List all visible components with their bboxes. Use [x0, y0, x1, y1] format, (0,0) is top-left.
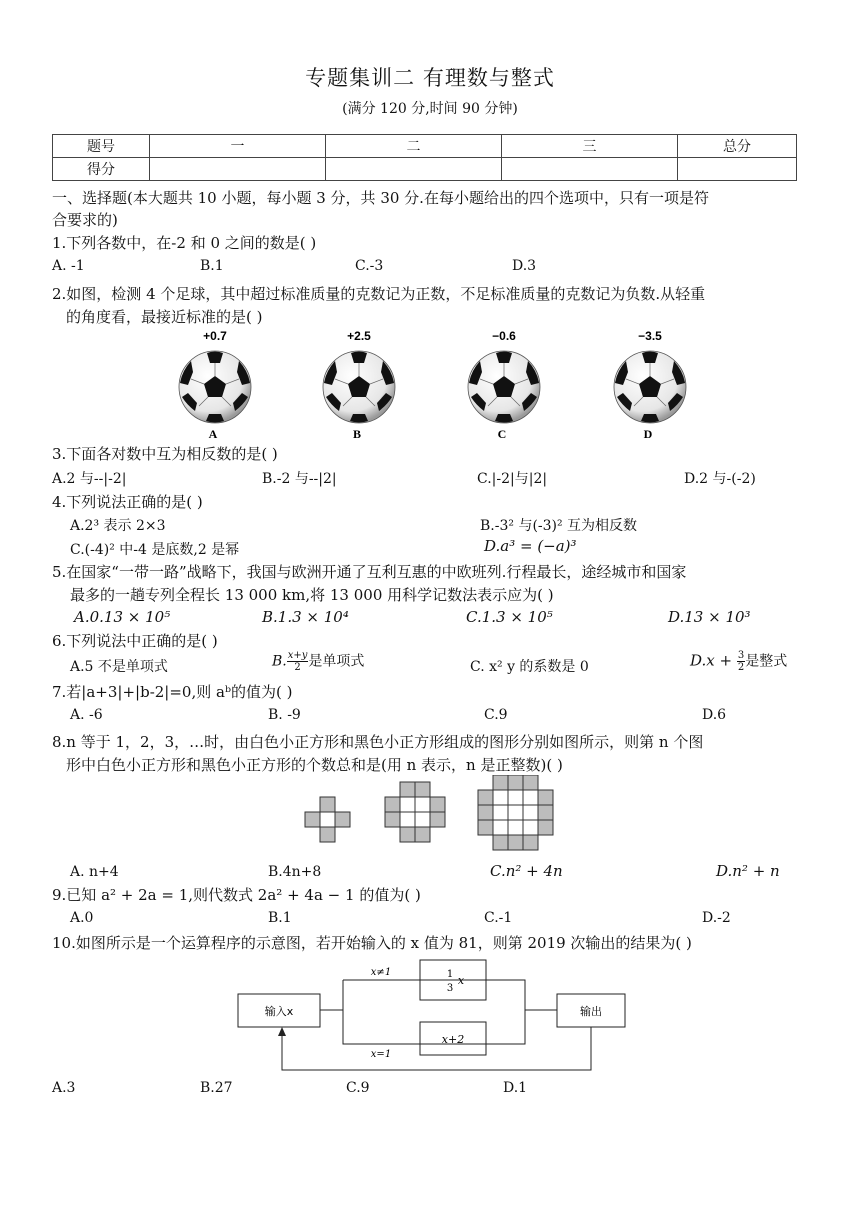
gray-square [538, 820, 553, 835]
q4-option-a: A.2³ 表示 2×3 [70, 518, 166, 534]
question-5-stem-cont: 最多的一趟专列全程长 13 000 km,将 13 000 用科学记数法表示应为( ) [70, 586, 554, 604]
q6-d-prefix: D.x + [690, 651, 737, 670]
q10-option-b: B.27 [200, 1080, 233, 1096]
section-heading-cont: 合要求的) [52, 211, 118, 229]
question-9-stem: 9.已知 a² + 2a = 1,则代数式 2a² + 4a − 1 的值为( ) [52, 886, 421, 904]
score-table [52, 134, 797, 181]
q9-option-d: D.-2 [702, 910, 731, 926]
q6-option-c: C. x² y 的系数是 0 [470, 659, 589, 675]
question-7-stem: 7.若|a+3|+|b-2|=0,则 aᵇ的值为( ) [52, 683, 293, 701]
q6-option-d [690, 650, 787, 673]
q9-option-b: B.1 [268, 910, 292, 926]
q6-option-b [272, 650, 364, 673]
q6-b-suffix: 是单项式 [308, 653, 365, 670]
square-patterns [305, 775, 553, 850]
q4-option-d: D.a³ = (−a)³ [484, 537, 577, 555]
q5-option-b: B.1.3 × 10⁴ [262, 608, 349, 626]
q7-option-d: D.6 [702, 707, 727, 723]
question-5-stem: 5.在国家“一带一路”战略下，我国与欧洲开通了互利互惠的中欧班列.行程最长，途经城市和国家 [52, 563, 687, 581]
q9-option-c: C.-1 [484, 910, 513, 926]
gray-square [523, 835, 538, 850]
question-10-stem: 10.如图所示是一个运算程序的示意图，若开始输入的 x 值为 81，则第 2019 次输出的结果为( ) [52, 934, 692, 952]
q1-option-d: D.3 [512, 258, 537, 274]
gray-square [538, 805, 553, 820]
score-table-score-row [53, 158, 797, 181]
q1-option-a: A. -1 [52, 258, 85, 274]
gray-square [493, 835, 508, 850]
white-square [523, 790, 538, 805]
question-2-stem-cont: 的角度看，最接近标准的是( ) [66, 308, 263, 326]
ball-a-value: +0.7 [203, 329, 227, 343]
gray-square [508, 835, 523, 850]
question-6-stem: 6.下列说法中正确的是( ) [52, 632, 218, 650]
q1-option-b: B.1 [200, 258, 224, 274]
flow-top-var: x [457, 974, 465, 987]
gray-square [415, 782, 430, 797]
table-cell[interactable] [502, 158, 678, 181]
gray-square [478, 805, 493, 820]
q6-b-prefix: B. [272, 653, 287, 670]
flow-bottom-expr: x+2 [441, 1033, 465, 1046]
soccer-ball-icon [179, 351, 251, 423]
white-square [508, 790, 523, 805]
q5-option-a: A.0.13 × 10⁵ [74, 608, 171, 626]
q6-option-a: A.5 不是单项式 [70, 659, 168, 675]
table-cell: 题号 [53, 135, 150, 158]
q6-d-den: 2 [737, 662, 745, 673]
q3-option-b: B.-2 与--|2| [262, 471, 337, 487]
soccer-balls-figure [150, 325, 710, 445]
q6-b-fraction [287, 650, 309, 673]
square-patterns-figure [300, 775, 570, 865]
q10-option-d: D.1 [503, 1080, 528, 1096]
q1-option-c: C.-3 [355, 258, 384, 274]
white-square [493, 820, 508, 835]
question-4-stem: 4.下列说法正确的是( ) [52, 493, 203, 511]
gray-square [335, 812, 350, 827]
white-square [415, 797, 430, 812]
q3-option-d: D.2 与-(-2) [684, 471, 756, 487]
table-cell[interactable] [678, 158, 797, 181]
question-1-stem: 1.下列各数中，在-2 和 0 之间的数是( ) [52, 234, 317, 252]
q4-option-c: C.(-4)² 中-4 是底数,2 是幂 [70, 542, 240, 558]
q5-option-d: D.13 × 10³ [668, 608, 751, 626]
q7-option-b: B. -9 [268, 707, 301, 723]
question-8-stem-cont: 形中白色小正方形和黑色小正方形的个数总和是(用 n 表示，n 是正整数)( ) [66, 756, 563, 774]
white-square [400, 812, 415, 827]
table-cell: 二 [326, 135, 502, 158]
soccer-ball-icon [614, 351, 686, 423]
ball-c-value: −0.6 [492, 329, 516, 343]
table-cell: 得分 [53, 158, 150, 181]
q7-option-c: C.9 [484, 707, 508, 723]
ball-d-label: D [643, 427, 653, 441]
gray-square [478, 790, 493, 805]
q10-option-c: C.9 [346, 1080, 370, 1096]
flow-top-num: 1 [446, 969, 454, 980]
flow-output-label: 输出 [580, 1005, 602, 1018]
question-8-stem: 8.n 等于 1，2，3，…时，由白色小正方形和黑色小正方形组成的图形分别如图所示，则第 n 个图 [52, 733, 704, 751]
gray-square [523, 775, 538, 790]
q10-option-a: A.3 [52, 1080, 76, 1096]
table-cell: 总分 [678, 135, 797, 158]
table-cell[interactable] [326, 158, 502, 181]
gray-square [415, 827, 430, 842]
q5-option-c: C.1.3 × 10⁵ [466, 608, 553, 626]
q3-option-a: A.2 与--|-2| [52, 471, 127, 487]
white-square [400, 797, 415, 812]
white-square [493, 790, 508, 805]
gray-square [400, 782, 415, 797]
gray-square [478, 820, 493, 835]
table-cell[interactable] [150, 158, 326, 181]
white-square [415, 812, 430, 827]
gray-square [493, 775, 508, 790]
ball-d-value: −3.5 [638, 329, 662, 343]
question-2-stem: 2.如图，检测 4 个足球，其中超过标准质量的克数记为正数，不足标准质量的克数记为负数.从轻重 [52, 285, 706, 303]
q8-option-b: B.4n+8 [268, 864, 322, 880]
soccer-ball-icon [323, 351, 395, 423]
gray-square [385, 812, 400, 827]
gray-square [320, 827, 335, 842]
soccer-ball-icon [468, 351, 540, 423]
q3-option-c: C.|-2|与|2| [477, 471, 548, 487]
q6-b-den: 2 [294, 662, 301, 673]
flow-cond-top: x≠1 [370, 967, 392, 978]
q6-d-suffix: 是整式 [745, 653, 788, 670]
q9-option-a: A.0 [70, 910, 94, 926]
flow-input-label: 输入x [264, 1005, 294, 1018]
gray-square [538, 790, 553, 805]
white-square [493, 805, 508, 820]
white-square [523, 805, 538, 820]
page-subtitle: (满分 120 分,时间 90 分钟) [342, 101, 518, 117]
white-square [508, 805, 523, 820]
table-cell: 三 [502, 135, 678, 158]
gray-square [430, 812, 445, 827]
question-3-stem: 3.下面各对数中互为相反数的是( ) [52, 445, 278, 463]
ball-b-value: +2.5 [347, 329, 371, 343]
gray-square [320, 797, 335, 812]
q4-option-b: B.-3² 与(-3)² 互为相反数 [480, 518, 638, 534]
flowchart-figure [230, 952, 630, 1077]
q6-b-num: x+y [287, 650, 308, 661]
white-square [523, 820, 538, 835]
flow-cond-bottom: x=1 [370, 1049, 392, 1060]
section-heading: 一、选择题(本大题共 10 小题，每小题 3 分，共 30 分.在每小题给出的四个选项中，只有一项是符 [52, 189, 709, 207]
q8-option-a: A. n+4 [70, 864, 119, 880]
gray-square [508, 775, 523, 790]
gray-square [305, 812, 320, 827]
ball-c-label: C [497, 427, 507, 441]
table-cell: 一 [150, 135, 326, 158]
ball-a-label: A [208, 427, 218, 441]
q8-option-c: C.n² + 4n [490, 862, 563, 880]
score-table-header-row [53, 135, 797, 158]
q7-option-a: A. -6 [70, 707, 103, 723]
gray-square [385, 797, 400, 812]
gray-square [400, 827, 415, 842]
q8-option-d: D.n² + n [716, 862, 780, 880]
q6-d-num: 3 [737, 650, 745, 661]
flow-top-den: 3 [446, 983, 454, 994]
white-square [508, 820, 523, 835]
ball-b-label: B [352, 427, 362, 441]
white-square [320, 812, 335, 827]
page-title: 专题集训二 有理数与整式 [305, 66, 555, 90]
q6-d-fraction [737, 650, 745, 673]
gray-square [430, 797, 445, 812]
